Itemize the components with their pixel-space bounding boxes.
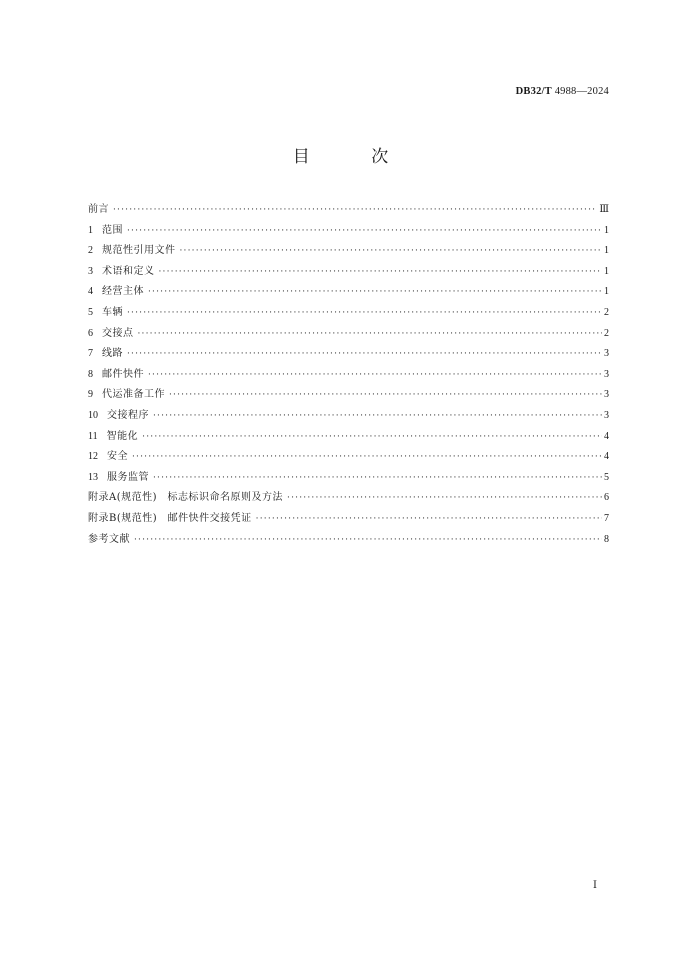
toc-entry-page: 1 xyxy=(604,245,609,257)
toc-entry-page: 3 xyxy=(604,348,609,360)
toc-entry-number: 10 xyxy=(88,409,98,421)
toc-entry-number: 2 xyxy=(88,245,93,257)
toc-entry-page: 3 xyxy=(604,368,609,380)
toc-entry-number: 4 xyxy=(88,286,93,298)
table-of-contents xyxy=(88,200,609,550)
toc-entry-label: 规范性引用文件 xyxy=(102,245,176,257)
toc-leader-dots xyxy=(113,200,597,221)
toc-entry-label: 参考文献 xyxy=(88,533,130,545)
toc-entry-number: 3 xyxy=(88,265,93,277)
toc-leader-dots xyxy=(180,241,603,262)
toc-entry[interactable] xyxy=(88,385,609,406)
toc-entry[interactable] xyxy=(88,509,609,530)
toc-entry-label: 服务监管 xyxy=(107,471,149,483)
standard-number: 4988—2024 xyxy=(554,86,609,97)
standard-prefix: DB32/T xyxy=(515,86,552,97)
toc-leader-dots xyxy=(142,427,602,448)
toc-leader-dots xyxy=(287,488,602,509)
toc-entry[interactable] xyxy=(88,241,609,262)
toc-entry[interactable] xyxy=(88,344,609,365)
toc-entry-number: 7 xyxy=(88,348,93,360)
toc-entry-page: Ⅲ xyxy=(599,204,609,215)
toc-entry[interactable] xyxy=(88,365,609,386)
toc-entry-label: 术语和定义 xyxy=(102,265,155,277)
toc-leader-dots xyxy=(127,221,602,242)
toc-entry[interactable] xyxy=(88,200,609,221)
toc-entry-number: 11 xyxy=(88,430,98,442)
toc-entry-page: 1 xyxy=(604,224,609,236)
page-number: Ⅰ xyxy=(593,880,597,891)
toc-leader-dots xyxy=(138,324,603,345)
toc-entry[interactable] xyxy=(88,282,609,303)
toc-leader-dots xyxy=(169,385,602,406)
toc-entry-label: 附录A(规范性) 标志标识命名原则及方法 xyxy=(88,492,284,504)
toc-entry-number: 9 xyxy=(88,389,93,401)
toc-entry-page: 3 xyxy=(604,409,609,421)
toc-entry-page: 1 xyxy=(604,286,609,298)
toc-entry-label: 智能化 xyxy=(106,430,139,442)
toc-entry-label: 线路 xyxy=(102,348,123,360)
toc-entry[interactable] xyxy=(88,488,609,509)
toc-entry-page: 6 xyxy=(604,492,609,504)
toc-entry-label: 代运准备工作 xyxy=(102,389,165,401)
toc-entry-page: 2 xyxy=(604,306,609,318)
toc-entry-number: 6 xyxy=(88,327,93,339)
toc-leader-dots xyxy=(153,406,602,427)
toc-entry-label: 交接点 xyxy=(102,327,134,339)
toc-leader-dots xyxy=(127,344,602,365)
toc-entry-label: 交接程序 xyxy=(107,409,149,421)
toc-entry[interactable] xyxy=(88,221,609,242)
toc-entry-label: 安全 xyxy=(107,451,128,463)
toc-entry-label: 车辆 xyxy=(102,306,123,318)
toc-entry-number: 1 xyxy=(88,224,93,236)
toc-entry-page: 3 xyxy=(604,389,609,401)
toc-entry[interactable] xyxy=(88,447,609,468)
standard-code xyxy=(516,86,609,97)
toc-entry-page: 2 xyxy=(604,327,609,339)
page-title: 目 次 xyxy=(292,147,417,167)
toc-leader-dots xyxy=(148,365,602,386)
toc-entry[interactable] xyxy=(88,262,609,283)
toc-entry-label: 范围 xyxy=(102,224,123,236)
toc-entry-page: 4 xyxy=(604,430,609,442)
toc-entry[interactable] xyxy=(88,530,609,551)
toc-leader-dots xyxy=(159,262,603,283)
toc-entry[interactable] xyxy=(88,324,609,345)
toc-entry-label: 附录B(规范性) 邮件快件交接凭证 xyxy=(88,512,252,524)
toc-entry-page: 7 xyxy=(604,512,609,524)
toc-entry-page: 4 xyxy=(604,451,609,463)
toc-entry-number: 8 xyxy=(88,368,93,380)
toc-entry-page: 1 xyxy=(604,265,609,277)
toc-entry[interactable] xyxy=(88,303,609,324)
toc-leader-dots xyxy=(256,509,602,530)
toc-entry[interactable] xyxy=(88,406,609,427)
toc-entry-label: 邮件快件 xyxy=(102,368,144,380)
toc-entry[interactable] xyxy=(88,427,609,448)
toc-entry-number: 13 xyxy=(88,471,98,483)
toc-entry-page: 5 xyxy=(604,471,609,483)
toc-leader-dots xyxy=(132,447,602,468)
toc-entry-label: 经营主体 xyxy=(102,286,144,298)
toc-entry-number: 12 xyxy=(88,451,98,463)
toc-entry[interactable] xyxy=(88,468,609,489)
toc-leader-dots xyxy=(148,282,602,303)
toc-entry-number: 5 xyxy=(88,306,93,318)
toc-entry-page: 8 xyxy=(604,533,609,545)
toc-leader-dots xyxy=(134,530,602,551)
toc-leader-dots xyxy=(153,468,602,489)
toc-leader-dots xyxy=(127,303,602,324)
toc-entry-label: 前言 xyxy=(88,204,109,215)
